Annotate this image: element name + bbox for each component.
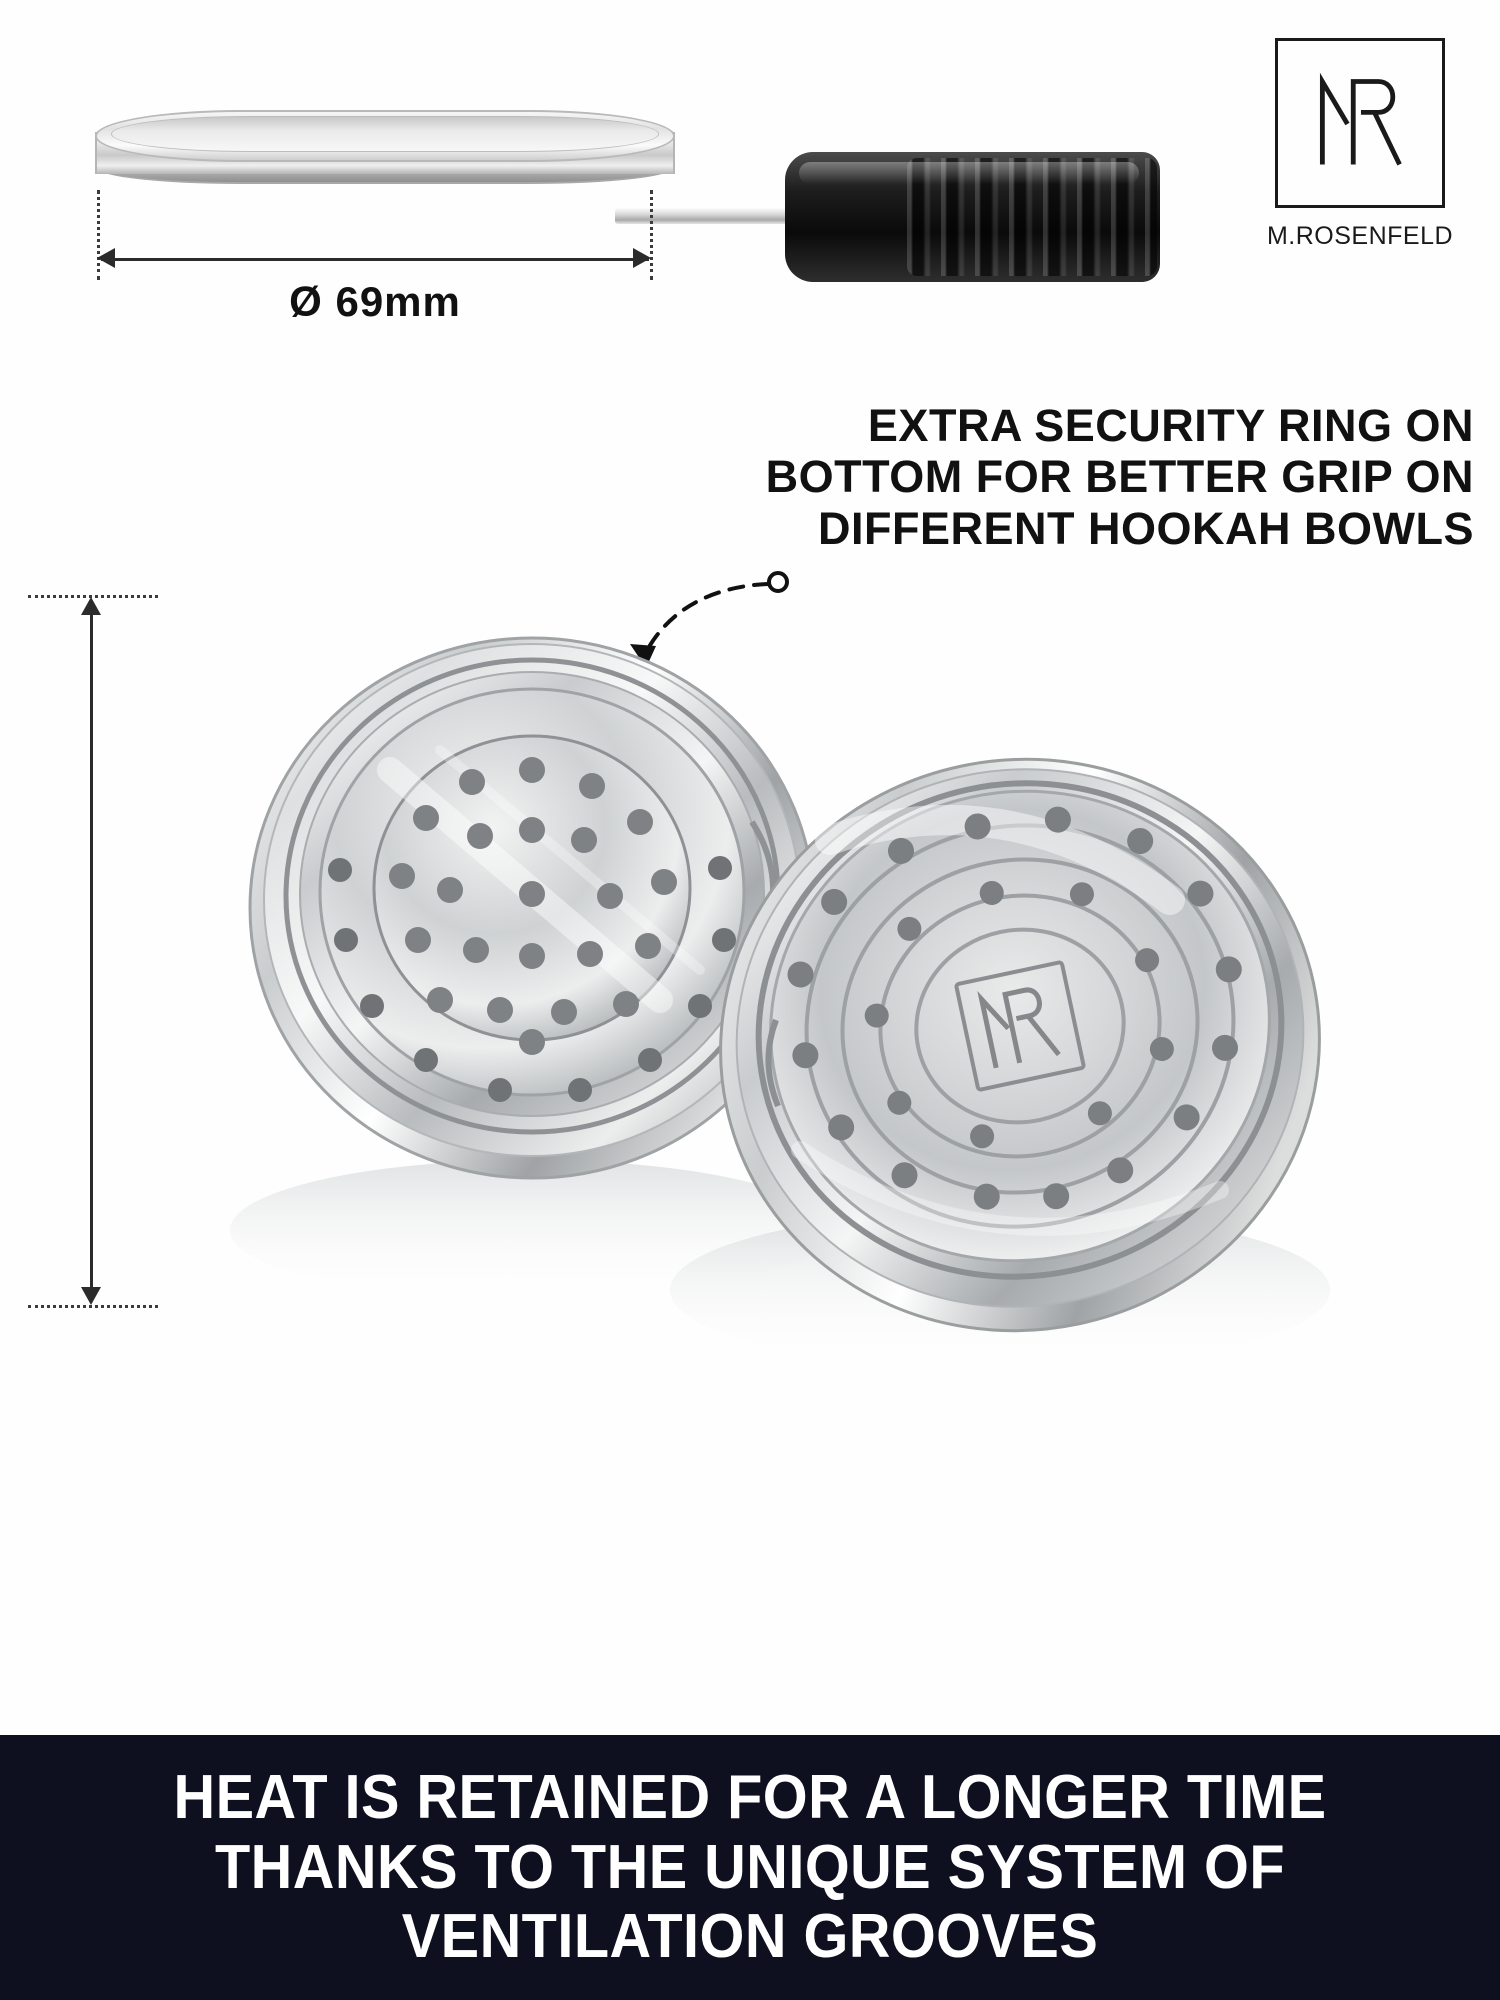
callout-text: EXTRA SECURITY RING ON BOTTOM FOR BETTER GRIP ON DIFFERENT HOOKAH BOWLS: [765, 400, 1474, 554]
mr-monogram-icon: [1275, 38, 1445, 208]
brand-logo: [1260, 38, 1460, 251]
dimension-line: [101, 258, 649, 261]
rubber-grip-handle: [785, 152, 1160, 282]
product-photo: [140, 590, 1460, 1350]
arrow-right-icon: [633, 248, 651, 268]
grip-ridges: [907, 158, 1157, 276]
steel-ring: [95, 110, 675, 195]
circle-marker-icon: [769, 573, 787, 591]
diameter-dimension: [95, 190, 695, 325]
arrow-down-icon: [81, 1287, 101, 1305]
bottom-banner: [0, 1735, 1500, 2000]
dimension-line-vertical: [90, 601, 93, 1301]
arrow-left-icon: [97, 248, 115, 268]
height-dimension: [28, 595, 158, 1335]
diameter-label: Ø 69mm: [289, 278, 461, 325]
dimension-extension-bottom: [28, 1305, 158, 1308]
brand-name: M.ROSENFELD: [1266, 222, 1454, 250]
ring-inner-opening: [111, 116, 659, 152]
banner-text: HEAT IS RETAINED FOR A LONGER TIME THANKS TO THE UNIQUE SYSTEM OF VENTILATION GROOVES: [173, 1763, 1327, 1972]
arrow-up-icon: [81, 597, 101, 615]
